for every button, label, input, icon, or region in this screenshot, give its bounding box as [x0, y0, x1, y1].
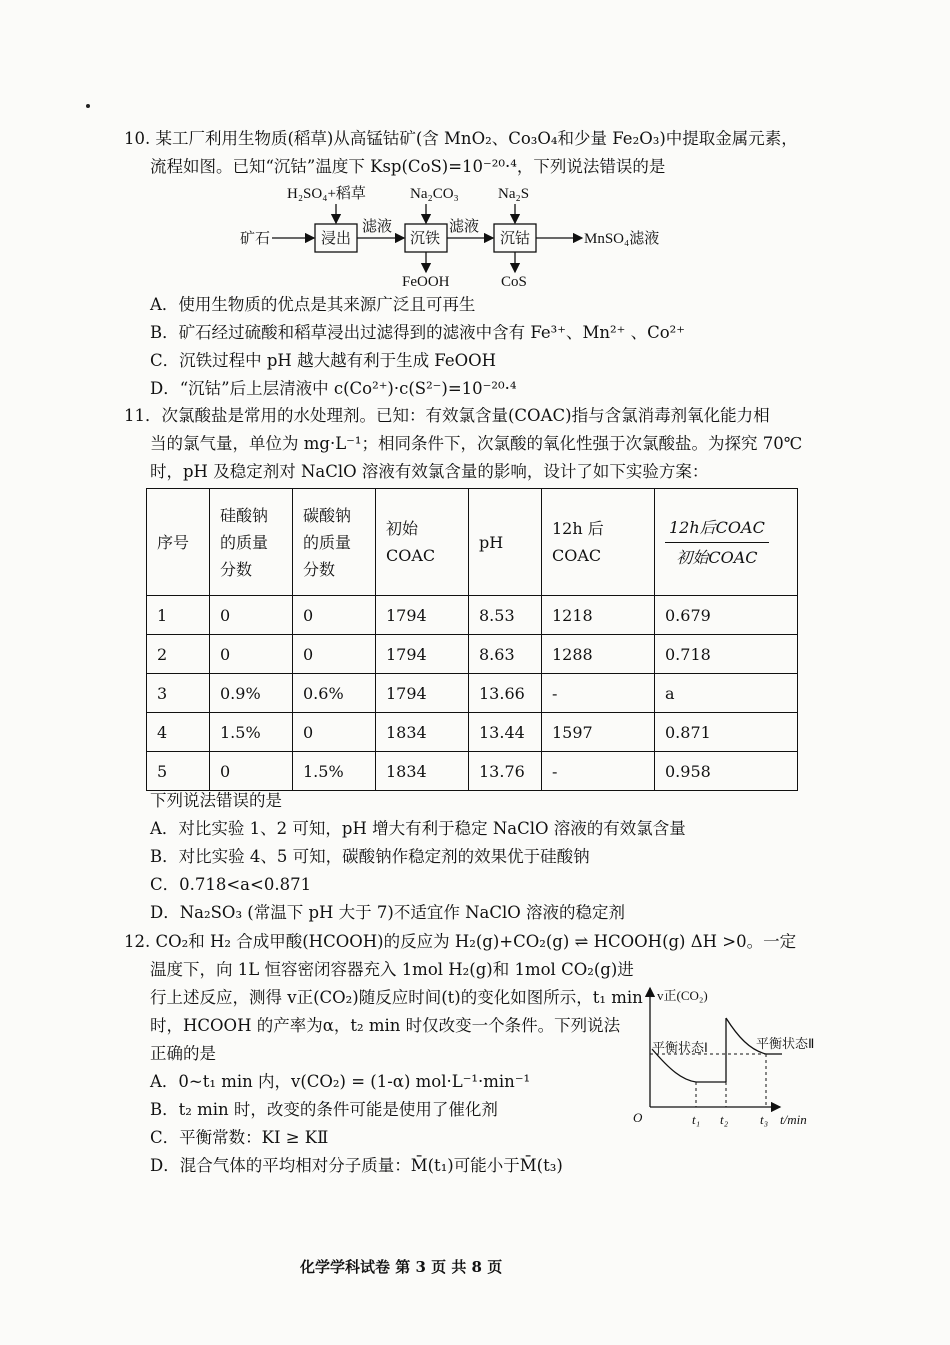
graph-t1: t₁ [692, 1112, 701, 1127]
table-cell: 0 [293, 596, 376, 635]
graph-state2: 平衡状态Ⅱ [756, 1036, 815, 1051]
graph-xlabel: t/min [780, 1112, 807, 1127]
q10-line2: 流程如图。已知“沉钴”温度下 Ksp(CoS)=10⁻²⁰·⁴，下列说法错误的是 [150, 157, 666, 176]
q11-option-d: D．Na₂SO₃ (常温下 pH 大于 7)不适宜作 NaClO 溶液的稳定剂 [150, 903, 626, 922]
table-cell: 2 [147, 635, 210, 674]
header-cell: 硅酸钠 的质量 分数 [210, 489, 293, 596]
q12-option-d: D．混合气体的平均相对分子质量：M̄(t₁)可能小于M̄(t₃) [150, 1156, 563, 1175]
q12-line2: 温度下，向 1L 恒容密闭容器充入 1mol H₂(g)和 1mol CO₂(g)进 [150, 960, 634, 979]
table-cell: 1794 [376, 674, 469, 713]
q12-line5: 正确的是 [150, 1044, 216, 1063]
table-cell: 4 [147, 713, 210, 752]
graph-t2: t₂ [720, 1112, 729, 1127]
table-cell: 0.718 [655, 635, 798, 674]
q11-line3: 时，pH 及稳定剂对 NaClO 溶液有效氯含量的影响，设计了如下实验方案： [150, 462, 709, 481]
flow-reagent2: Na₂CO₃ [410, 186, 459, 202]
flow-filtrate1: 滤液 [362, 219, 393, 235]
table-cell: a [655, 674, 798, 713]
q10-option-d: D．“沉钴”后上层清液中 c(Co²⁺)·c(S²⁻)=10⁻²⁰·⁴ [150, 379, 517, 398]
table-cell: 0 [293, 713, 376, 752]
q12-line3: 行上述反应，测得 v正(CO₂)随反应时间(t)的变化如图所示，t₁ min [150, 988, 643, 1007]
table-row [147, 752, 798, 791]
table-cell: 0.871 [655, 713, 798, 752]
table-cell: 0 [210, 752, 293, 791]
table-cell: 1794 [376, 635, 469, 674]
header-cell: 初始 COAC [376, 489, 469, 596]
ratio-numerator: 12h后COAC [665, 514, 769, 543]
flow-filtrate2: 滤液 [449, 219, 480, 235]
table-header-row [147, 489, 798, 596]
table-row [147, 674, 798, 713]
table-cell: 1794 [376, 596, 469, 635]
ratio-denominator: 初始COAC [676, 547, 758, 567]
table-cell: 8.53 [469, 596, 542, 635]
q10-option-c: C．沉铁过程中 pH 越大越有利于生成 FeOOH [150, 351, 497, 370]
table-row [147, 713, 798, 752]
table-cell: 8.63 [469, 635, 542, 674]
flow-box1-label: 浸出 [321, 231, 352, 247]
q11-line2: 当的氯气量，单位为 mg·L⁻¹；相同条件下，次氯酸的氧化性强于次氯酸盐。为探究 70℃ [150, 434, 803, 453]
q10-flow-diagram [230, 180, 700, 292]
graph-t3: t₃ [760, 1112, 769, 1127]
table-cell: 3 [147, 674, 210, 713]
table-cell: 0.958 [655, 752, 798, 791]
table-cell: 1288 [542, 635, 655, 674]
table-cell: 1834 [376, 713, 469, 752]
table-cell: 1.5% [293, 752, 376, 791]
header-cell-ratio [655, 489, 798, 596]
table-cell: 0 [210, 596, 293, 635]
table-cell: 13.44 [469, 713, 542, 752]
q12-line1: 12. CO₂和 H₂ 合成甲酸(HCOOH)的反应为 H₂(g)+CO₂(g) ⇌ HCOOH(g) ΔH >0。一定 [124, 932, 797, 951]
table-cell: 0 [293, 635, 376, 674]
q10-line1: 10. 某工厂利用生物质(稻草)从高锰钴矿(含 MnO₂、Co₃O₄和少量 Fe₂O₃)中提取金属元素， [124, 129, 798, 148]
table-cell: 5 [147, 752, 210, 791]
q12-line4: 时，HCOOH 的产率为α，t₂ min 时仅改变一个条件。下列说法 [150, 1016, 621, 1035]
q10-option-b: B．矿石经过硫酸和稻草浸出过滤得到的滤液中含有 Fe³⁺、Mn²⁺ 、Co²⁺ [150, 323, 685, 342]
table-row [147, 596, 798, 635]
table-cell: 0.6% [293, 674, 376, 713]
q12-option-c: C．平衡常数：KⅠ ≥ KⅡ [150, 1128, 329, 1147]
header-cell: 序号 [147, 489, 210, 596]
q10-option-a: A．使用生物质的优点是其来源广泛且可再生 [150, 295, 476, 314]
table-cell: 0.679 [655, 596, 798, 635]
q12-rate-graph [630, 982, 820, 1130]
q11-line1: 11．次氯酸盐是常用的水处理剂。已知：有效氯含量(COAC)指与含氯消毒剂氧化能力相 [124, 406, 770, 425]
header-cell: pH [469, 489, 542, 596]
q11-option-a: A．对比实验 1、2 可知，pH 增大有利于稳定 NaClO 溶液的有效氯含量 [150, 819, 686, 838]
table-cell: 13.66 [469, 674, 542, 713]
table-cell: 1597 [542, 713, 655, 752]
ratio-fraction [665, 514, 769, 571]
page-footer: 化学学科试卷 第 3 页 共 8 页 [300, 1258, 503, 1276]
q11-option-c: C．0.718<a<0.871 [150, 875, 312, 894]
flow-start: 矿石 [240, 231, 271, 247]
stray-dot [86, 104, 90, 108]
q11-prompt: 下列说法错误的是 [150, 791, 282, 810]
table-cell: - [542, 752, 655, 791]
graph-origin: O [633, 1110, 643, 1125]
table-cell: 1834 [376, 752, 469, 791]
flow-box2-label: 沉铁 [410, 231, 441, 247]
table-cell: - [542, 674, 655, 713]
table-cell: 1 [147, 596, 210, 635]
flow-product1: FeOOH [402, 274, 450, 290]
graph-state1: 平衡状态Ⅰ [652, 1040, 708, 1055]
q11-option-b: B．对比实验 4、5 可知，碳酸钠作稳定剂的效果优于硅酸钠 [150, 847, 590, 866]
q12-option-b: B．t₂ min 时，改变的条件可能是使用了催化剂 [150, 1100, 498, 1119]
experiment-table [146, 488, 798, 791]
flow-end: MnSO₄滤液 [584, 231, 660, 247]
header-cell: 碳酸钠 的质量 分数 [293, 489, 376, 596]
q12-option-a: A．0~t₁ min 内，v(CO₂) = (1-α) mol·L⁻¹·min⁻¹ [150, 1072, 531, 1091]
table-cell: 1218 [542, 596, 655, 635]
table-cell: 13.76 [469, 752, 542, 791]
flow-product2: CoS [501, 274, 527, 290]
flow-reagent3: Na₂S [498, 186, 530, 202]
table-cell: 0 [210, 635, 293, 674]
table-row [147, 635, 798, 674]
flow-box3-label: 沉钴 [500, 231, 531, 247]
table-cell: 1.5% [210, 713, 293, 752]
table-cell: 0.9% [210, 674, 293, 713]
flow-reagent1: H₂SO₄+稻草 [287, 186, 366, 202]
graph-ylabel: v正(CO₂) [657, 988, 708, 1003]
header-cell: 12h 后 COAC [542, 489, 655, 596]
